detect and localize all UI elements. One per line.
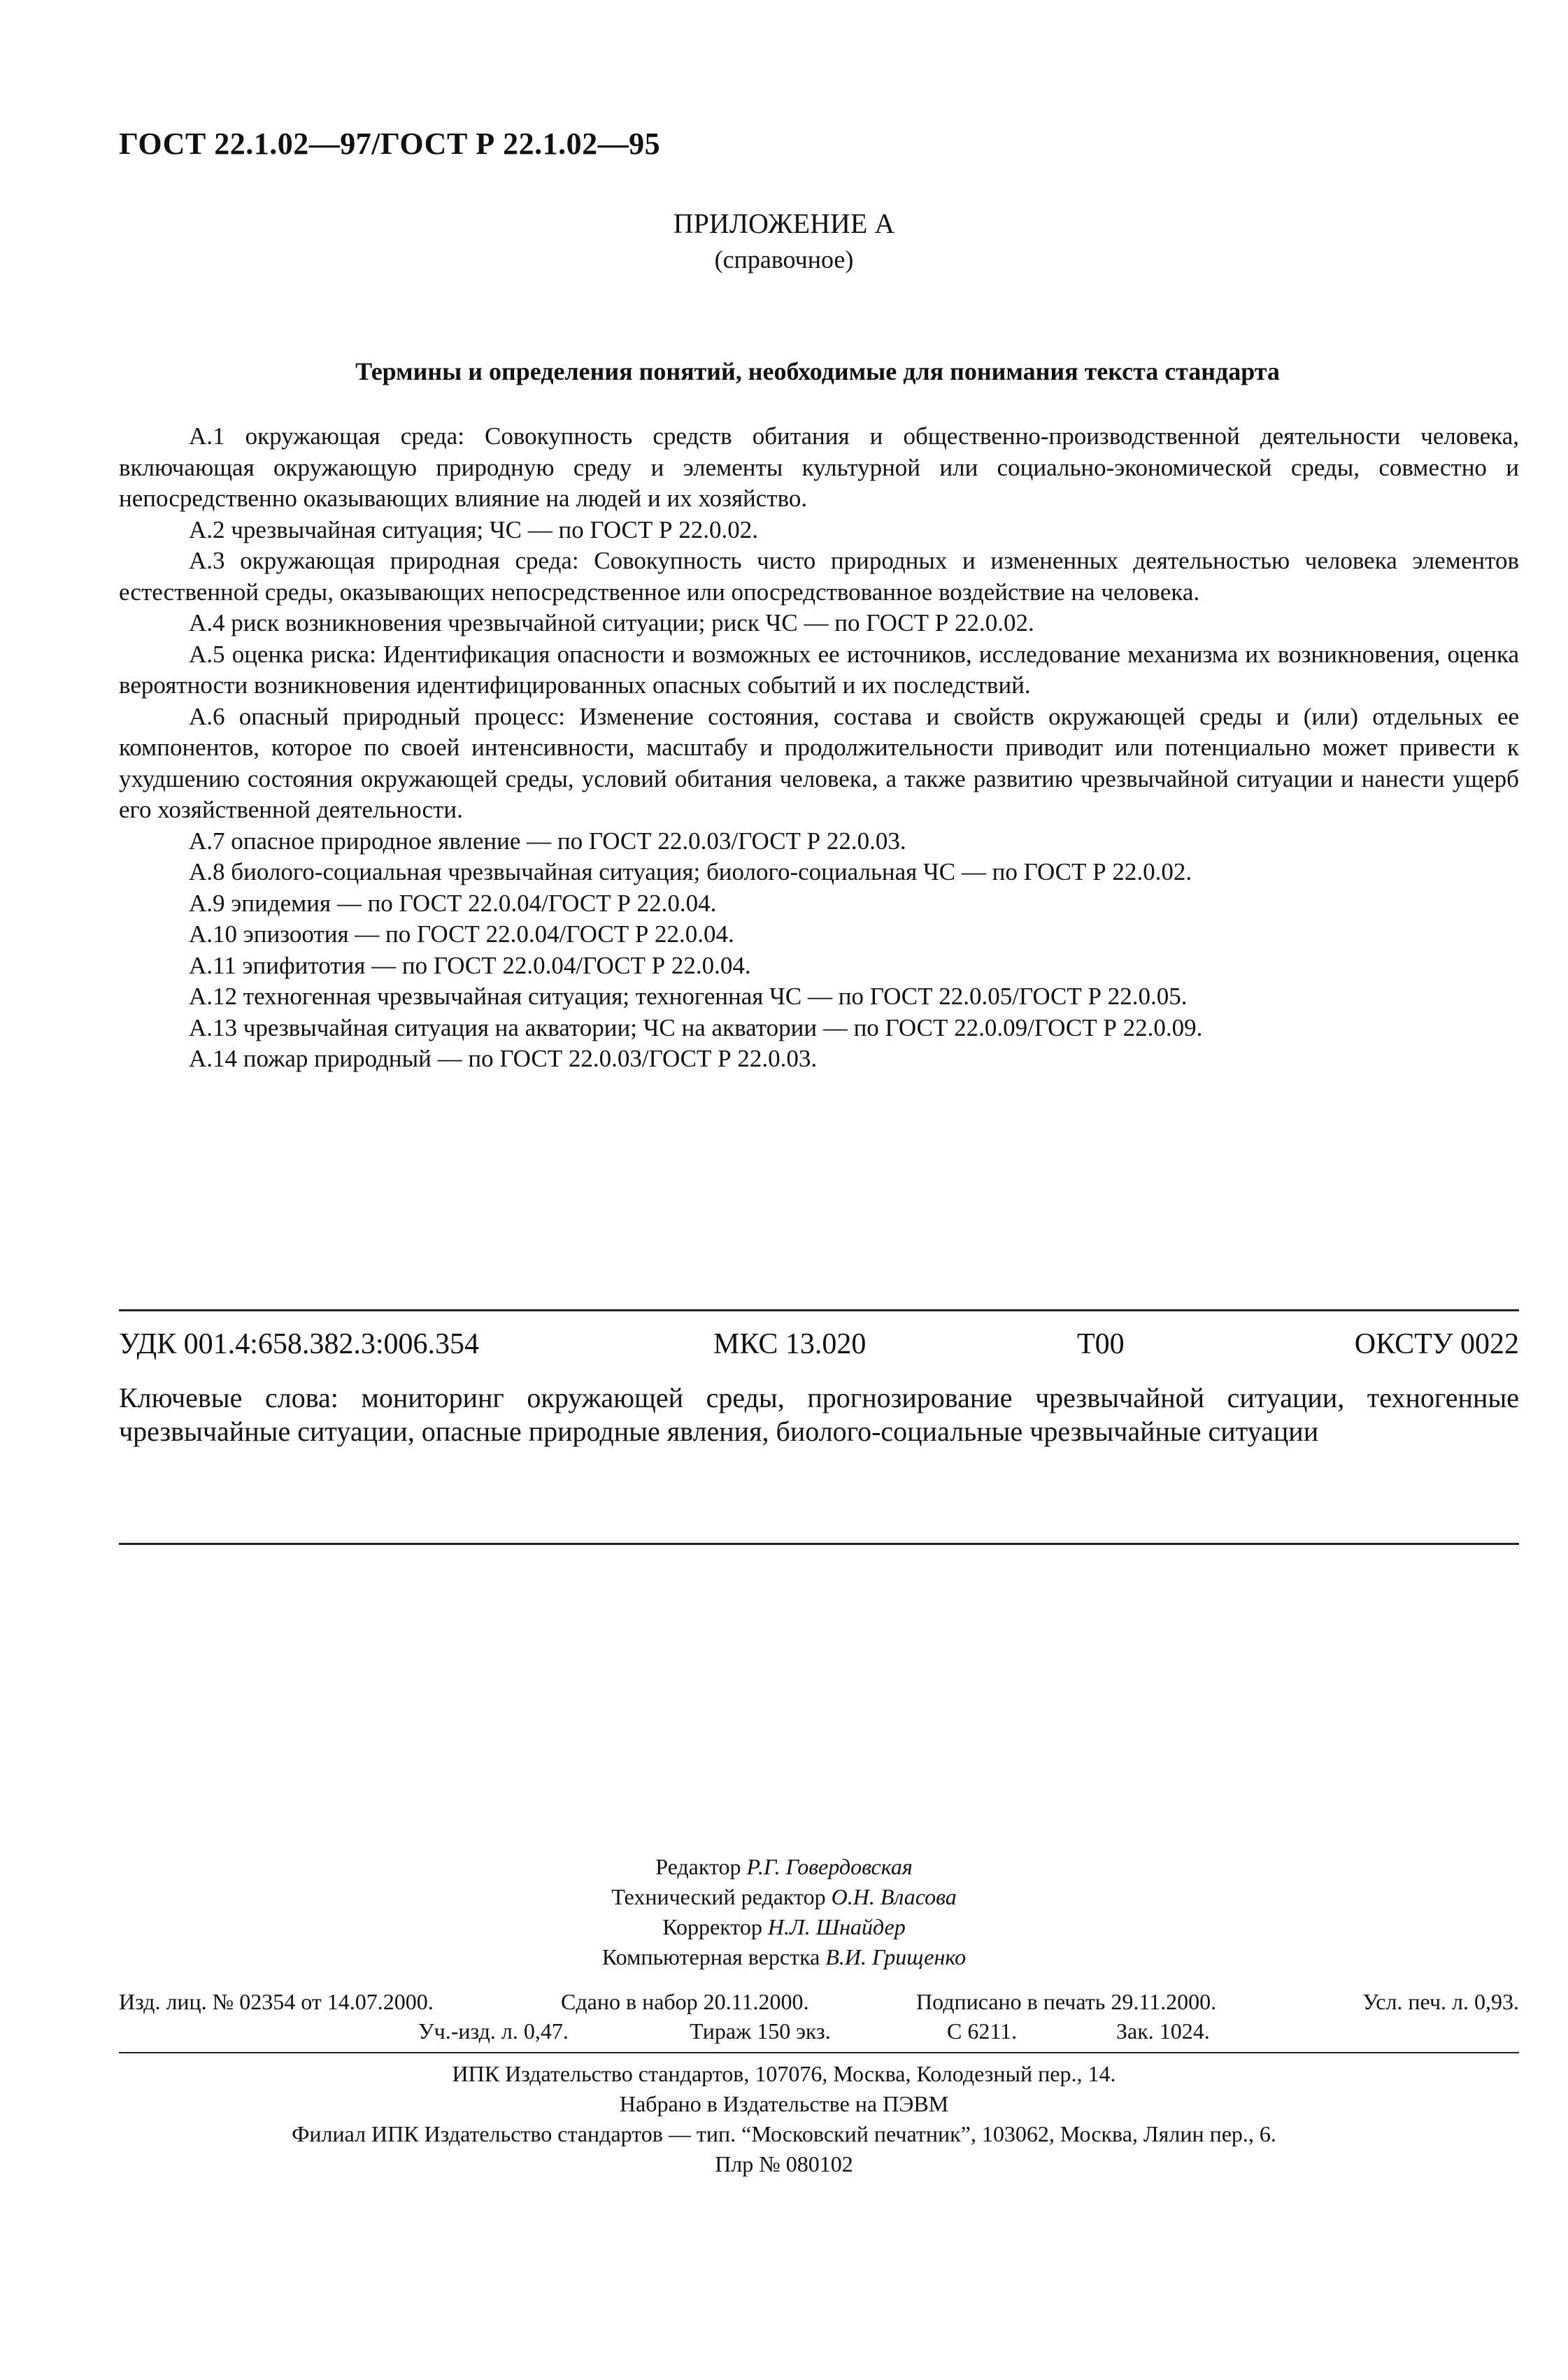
imprint-sent-to-set: Сдано в набор 20.11.2000. <box>561 1989 809 2014</box>
section-heading: Термины и определения понятий, необходимые для понимания текста стандарта <box>355 357 1280 385</box>
divider-top <box>119 1309 1519 1311</box>
publisher-line: Филиал ИПК Издательство стандартов — тип. “Московский печатник”, 103062, Москва, Лялин пер., 6. <box>292 2121 1276 2146</box>
udk-code: УДК 001.4:658.382.3:006.354 <box>119 1328 479 1360</box>
term-a2: А.2 чрезвычайная ситуация; ЧС — по ГОСТ Р 22.0.02. <box>189 515 758 543</box>
credit-name: В.И. Грищенко <box>825 1944 967 1969</box>
credit-name: О.Н. Власова <box>831 1884 957 1909</box>
term-a4: А.4 риск возникновения чрезвычайной ситуации; риск ЧС — по ГОСТ Р 22.0.02. <box>189 609 1034 636</box>
imprint-license: Изд. лиц. № 02354 от 14.07.2000. <box>119 1989 434 2014</box>
imprint-copies: Тираж 150 экз. <box>690 2018 831 2044</box>
term-a12: А.12 техногенная чрезвычайная ситуация; техногенная ЧС — по ГОСТ 22.0.05/ГОСТ Р 22.0.05. <box>189 983 1188 1010</box>
term-a10: А.10 эпизоотия — по ГОСТ 22.0.04/ГОСТ Р 22.0.04. <box>189 920 734 948</box>
credit-editor <box>0 1852 1568 1882</box>
imprint-c-code: С 6211. <box>947 2018 1018 2044</box>
term-a7: А.7 опасное природное явление — по ГОСТ 22.0.03/ГОСТ Р 22.0.03. <box>189 827 906 855</box>
imprint-print-sheets: Усл. печ. л. 0,93. <box>1362 1989 1519 2014</box>
imprint-publ-sheets: Уч.-изд. л. 0,47. <box>418 2018 569 2044</box>
publisher-line: ИПК Издательство стандартов, 107076, Москва, Колодезный пер., 14. <box>452 2061 1116 2086</box>
term-a14: А.14 пожар природный — по ГОСТ 22.0.03/ГОСТ Р 22.0.03. <box>189 1045 818 1072</box>
term-a1: А.1 окружающая среда: Совокупность средств обитания и общественно-производственной деятельности человека, включающая окружающую природную среду и элементы культурной или социально-экономической среды, совместно и непосредственно оказывающих влияние на людей и их хозяйство. <box>119 422 1519 512</box>
term-a6: А.6 опасный природный процесс: Изменение состояния, состава и свойств окружающей среды и (или) отдельных ее компонентов, которое по своей интенсивности, масштабу и продолжительности приводит или потенциально может привести к ухудшению состояния окружающей среды, условий обитания человека, а также развитию чрезвычайной ситуации и нанести ущерб его хозяйственной деятельности. <box>119 702 1519 823</box>
t-code: Т00 <box>1077 1328 1125 1360</box>
publisher-line: Набрано в Издательстве на ПЭВМ <box>619 2091 949 2116</box>
term-a8: А.8 биолого-социальная чрезвычайная ситуация; биолого-социальная ЧС — по ГОСТ Р 22.0.02. <box>189 858 1192 885</box>
publisher-line: Плр № 080102 <box>715 2151 853 2176</box>
divider-imprint <box>119 2052 1519 2053</box>
term-a5: А.5 оценка риска: Идентификация опасности и возможных ее источников, исследование механизма их возникновения, оценка вероятности возникновения идентифицированных опасных событий и их последствий. <box>119 640 1519 699</box>
term-a11: А.11 эпифитотия — по ГОСТ 22.0.04/ГОСТ Р 22.0.04. <box>189 951 751 979</box>
credits <box>0 1852 1568 1972</box>
credit-name: Р.Г. Говердовская <box>746 1854 913 1879</box>
credit-proofreader <box>0 1912 1568 1942</box>
terms-list <box>119 421 1519 1075</box>
imprint-signed: Подписано в печать 29.11.2000. <box>916 1989 1217 2014</box>
credit-role: Редактор <box>655 1854 741 1879</box>
divider-keywords <box>119 1543 1519 1545</box>
term-a13: А.13 чрезвычайная ситуация на акватории; ЧС на акватории — по ГОСТ 22.0.09/ГОСТ Р 22.0.09. <box>189 1013 1203 1041</box>
mks-code: МКС 13.020 <box>713 1328 867 1360</box>
keywords: Ключевые слова: мониторинг окружающей среды, прогнозирование чрезвычайной ситуации, техногенные чрезвычайные ситуации, опасные природные явления, биолого-социальные чрезвычайные ситуации <box>119 1382 1519 1447</box>
publisher-info <box>0 2059 1568 2179</box>
okstu-code: ОКСТУ 0022 <box>1354 1328 1519 1360</box>
term-a9: А.9 эпидемия — по ГОСТ 22.0.04/ГОСТ Р 22.0.04. <box>189 889 717 917</box>
document-header: ГОСТ 22.1.02—97/ГОСТ Р 22.1.02—95 <box>119 127 661 161</box>
credit-layout <box>0 1942 1568 1972</box>
appendix-subtitle: (справочное) <box>714 245 854 273</box>
term-a3: А.3 окружающая природная среда: Совокупность чисто природных и измененных деятельностью человека элементов естественной среды, оказывающих непосредственное или опосредствованное воздействие на человека. <box>119 547 1519 606</box>
credit-role: Компьютерная верстка <box>601 1944 820 1969</box>
credit-tech-editor <box>0 1882 1568 1912</box>
imprint-order: Зак. 1024. <box>1116 2018 1210 2044</box>
credit-role: Корректор <box>662 1914 762 1939</box>
appendix-title: ПРИЛОЖЕНИЕ А <box>673 208 895 239</box>
credit-name: Н.Л. Шнайдер <box>767 1914 906 1939</box>
credit-role: Технический редактор <box>611 1884 826 1909</box>
